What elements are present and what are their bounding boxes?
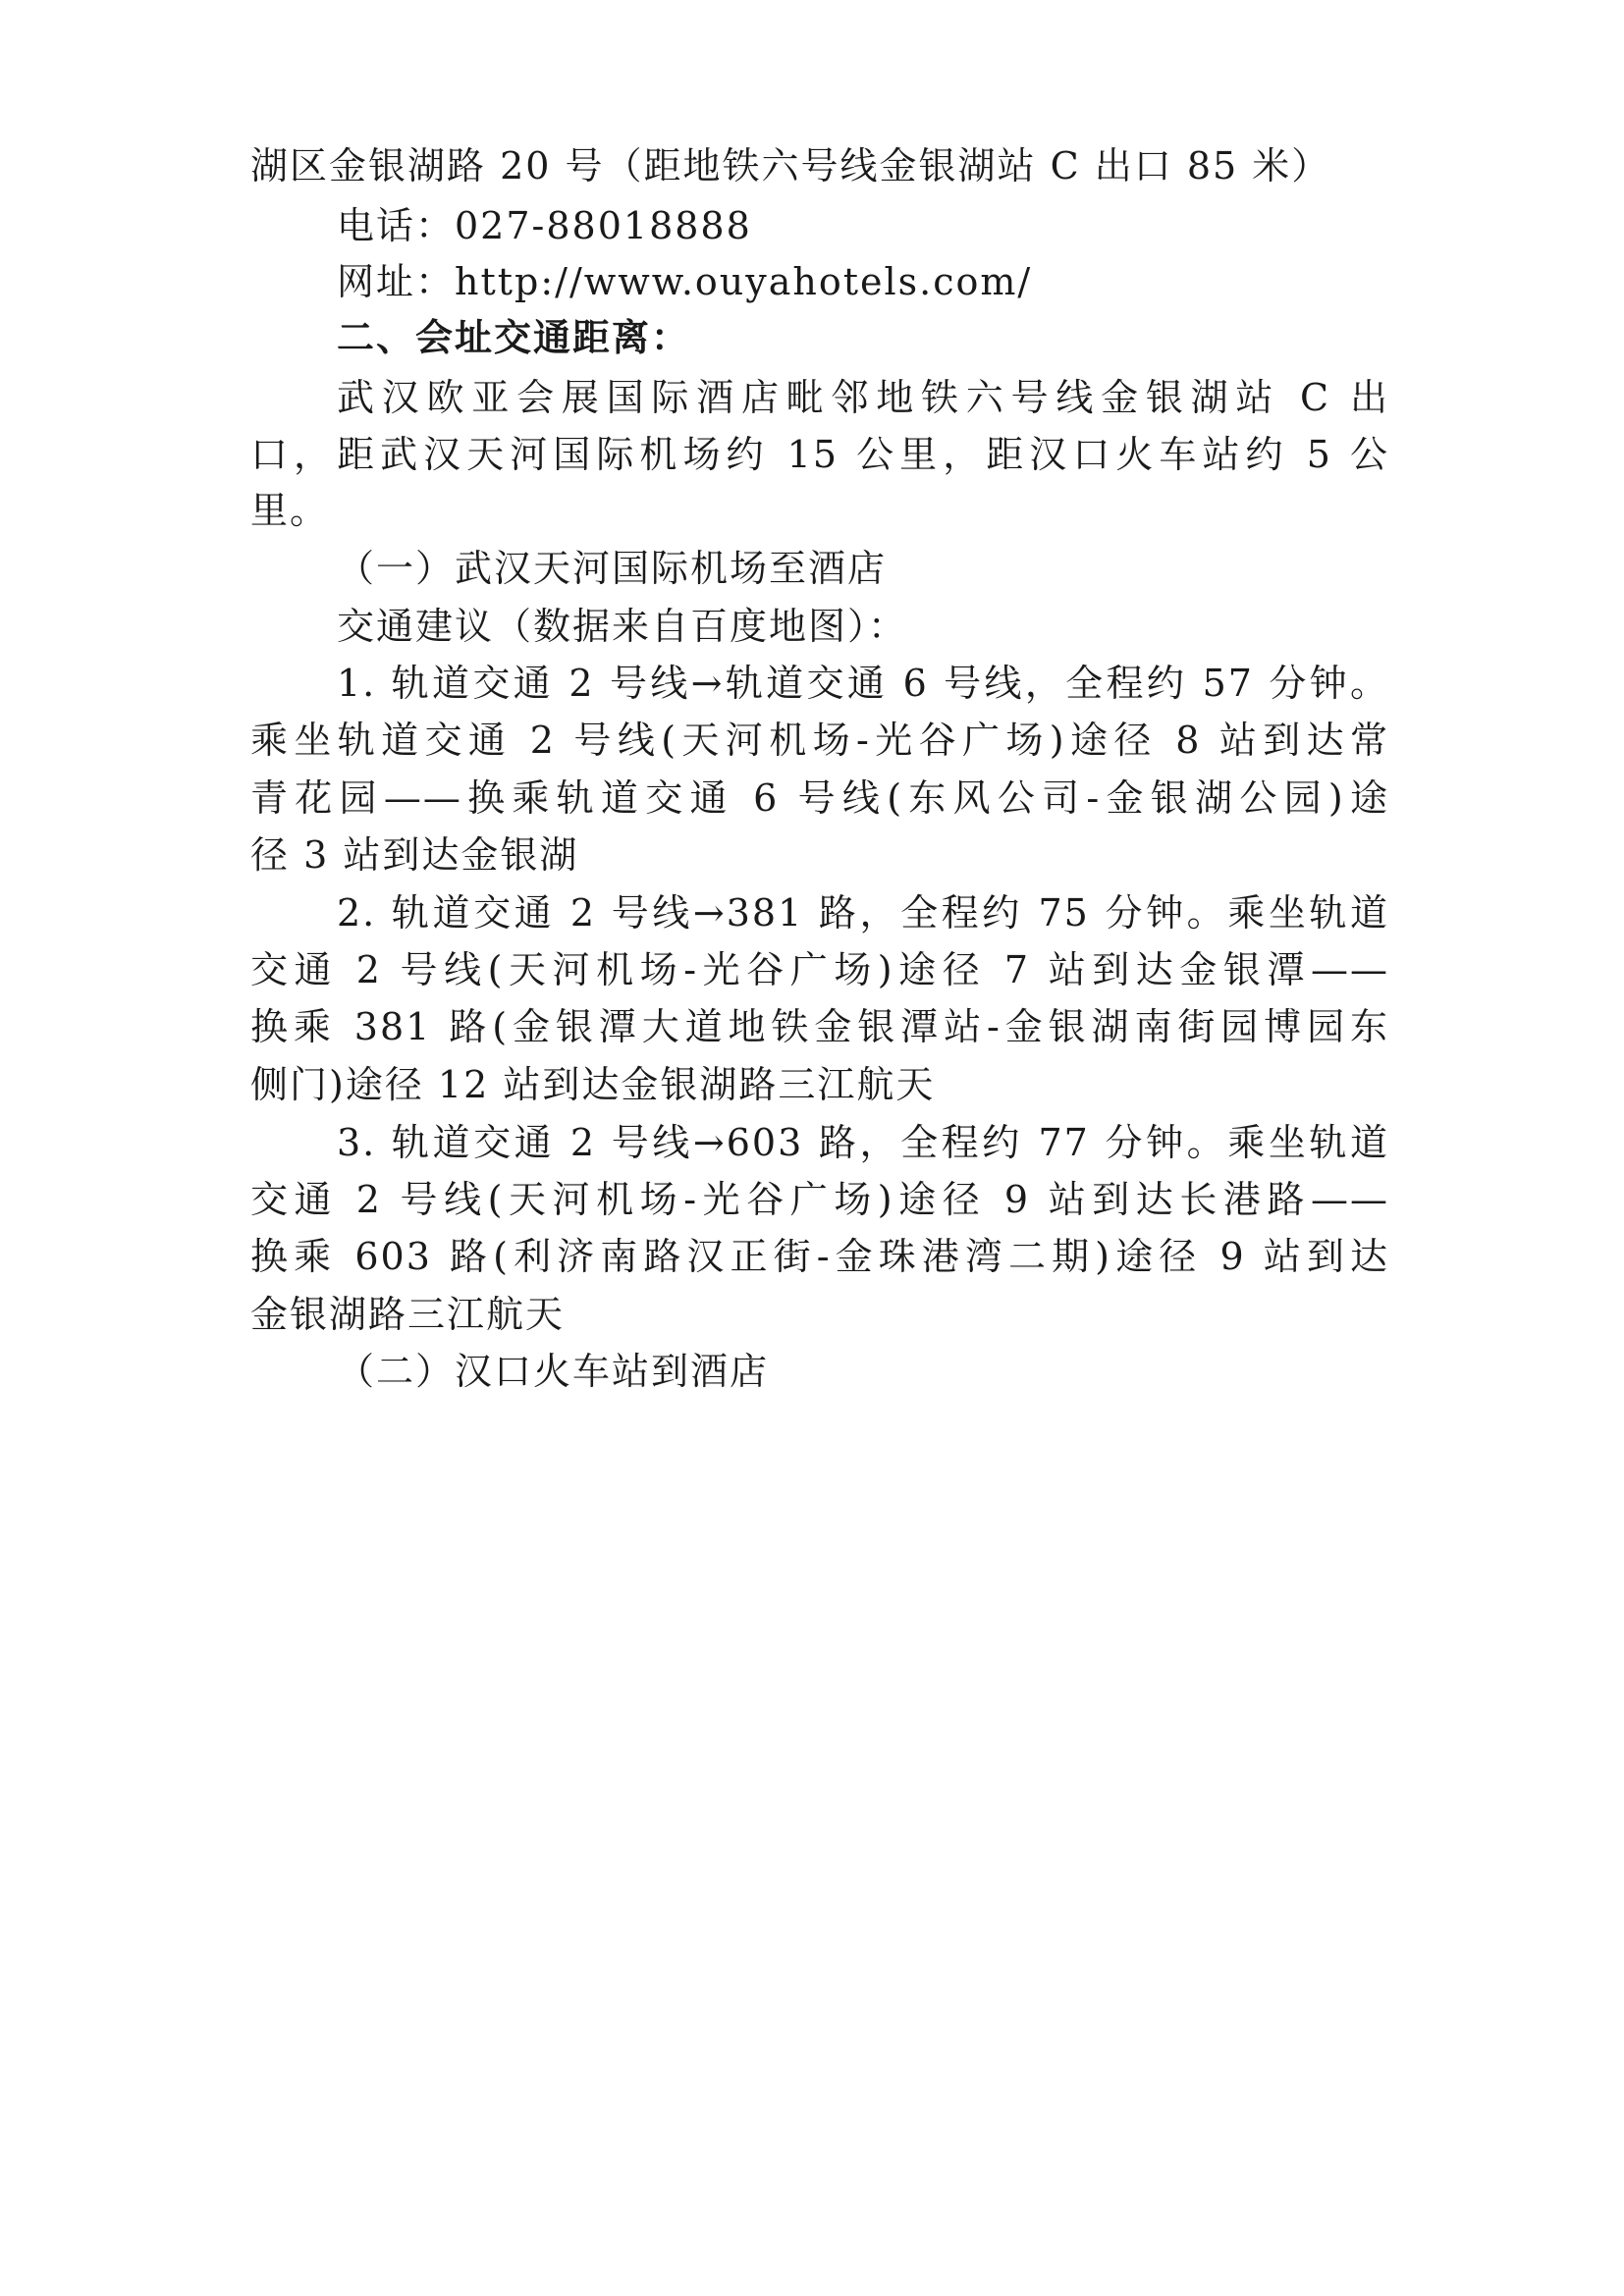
route-line: 2. 轨道交通 2 号线→381 路，全程约 75 分钟。乘坐轨道 [337, 891, 1389, 934]
route-line: 乘坐轨道交通 2 号线(天河机场-光谷广场)途径 8 站到达常 [250, 719, 1389, 762]
subsection-heading: （二）汉口火车站到酒店 [337, 1350, 770, 1393]
route-line: 径 3 站到达金银湖 [250, 833, 579, 877]
address-line: 湖区金银湖路 20 号（距地铁六号线金银湖站 C 出口 85 米） [250, 144, 1331, 187]
website-line: 网址：http://www.ouyahotels.com/ [337, 260, 1033, 303]
route-line: 换乘 381 路(金银潭大道地铁金银潭站-金银湖南街园博园东 [250, 1005, 1389, 1048]
route-line: 金银湖路三江航天 [250, 1293, 566, 1336]
section-heading: 二、会址交通距离： [337, 315, 691, 359]
route-line: 交通 2 号线(天河机场-光谷广场)途径 7 站到达金银潭—— [250, 948, 1389, 991]
route-line: 1. 轨道交通 2 号线→轨道交通 6 号线，全程约 57 分钟。 [337, 662, 1389, 705]
route-line: 青花园——换乘轨道交通 6 号线(东风公司-金银湖公园)途 [250, 776, 1389, 820]
subsection-heading: （一）武汉天河国际机场至酒店 [337, 547, 888, 590]
paragraph-line: 口，距武汉天河国际机场约 15 公里，距汉口火车站约 5 公 [250, 433, 1389, 476]
route-line: 3. 轨道交通 2 号线→603 路，全程约 77 分钟。乘坐轨道 [337, 1121, 1389, 1164]
paragraph-line: 里。 [250, 489, 330, 532]
route-line: 交通 2 号线(天河机场-光谷广场)途径 9 站到达长港路—— [250, 1178, 1389, 1221]
phone-line: 电话：027-88018888 [337, 204, 752, 247]
route-line: 侧门)途径 12 站到达金银湖路三江航天 [250, 1063, 936, 1106]
route-line: 换乘 603 路(利济南路汉正街-金珠港湾二期)途径 9 站到达 [250, 1235, 1389, 1278]
paragraph-line: 武汉欧亚会展国际酒店毗邻地铁六号线金银湖站 C 出 [337, 376, 1389, 419]
suggestion-line: 交通建议（数据来自百度地图）： [337, 605, 908, 648]
